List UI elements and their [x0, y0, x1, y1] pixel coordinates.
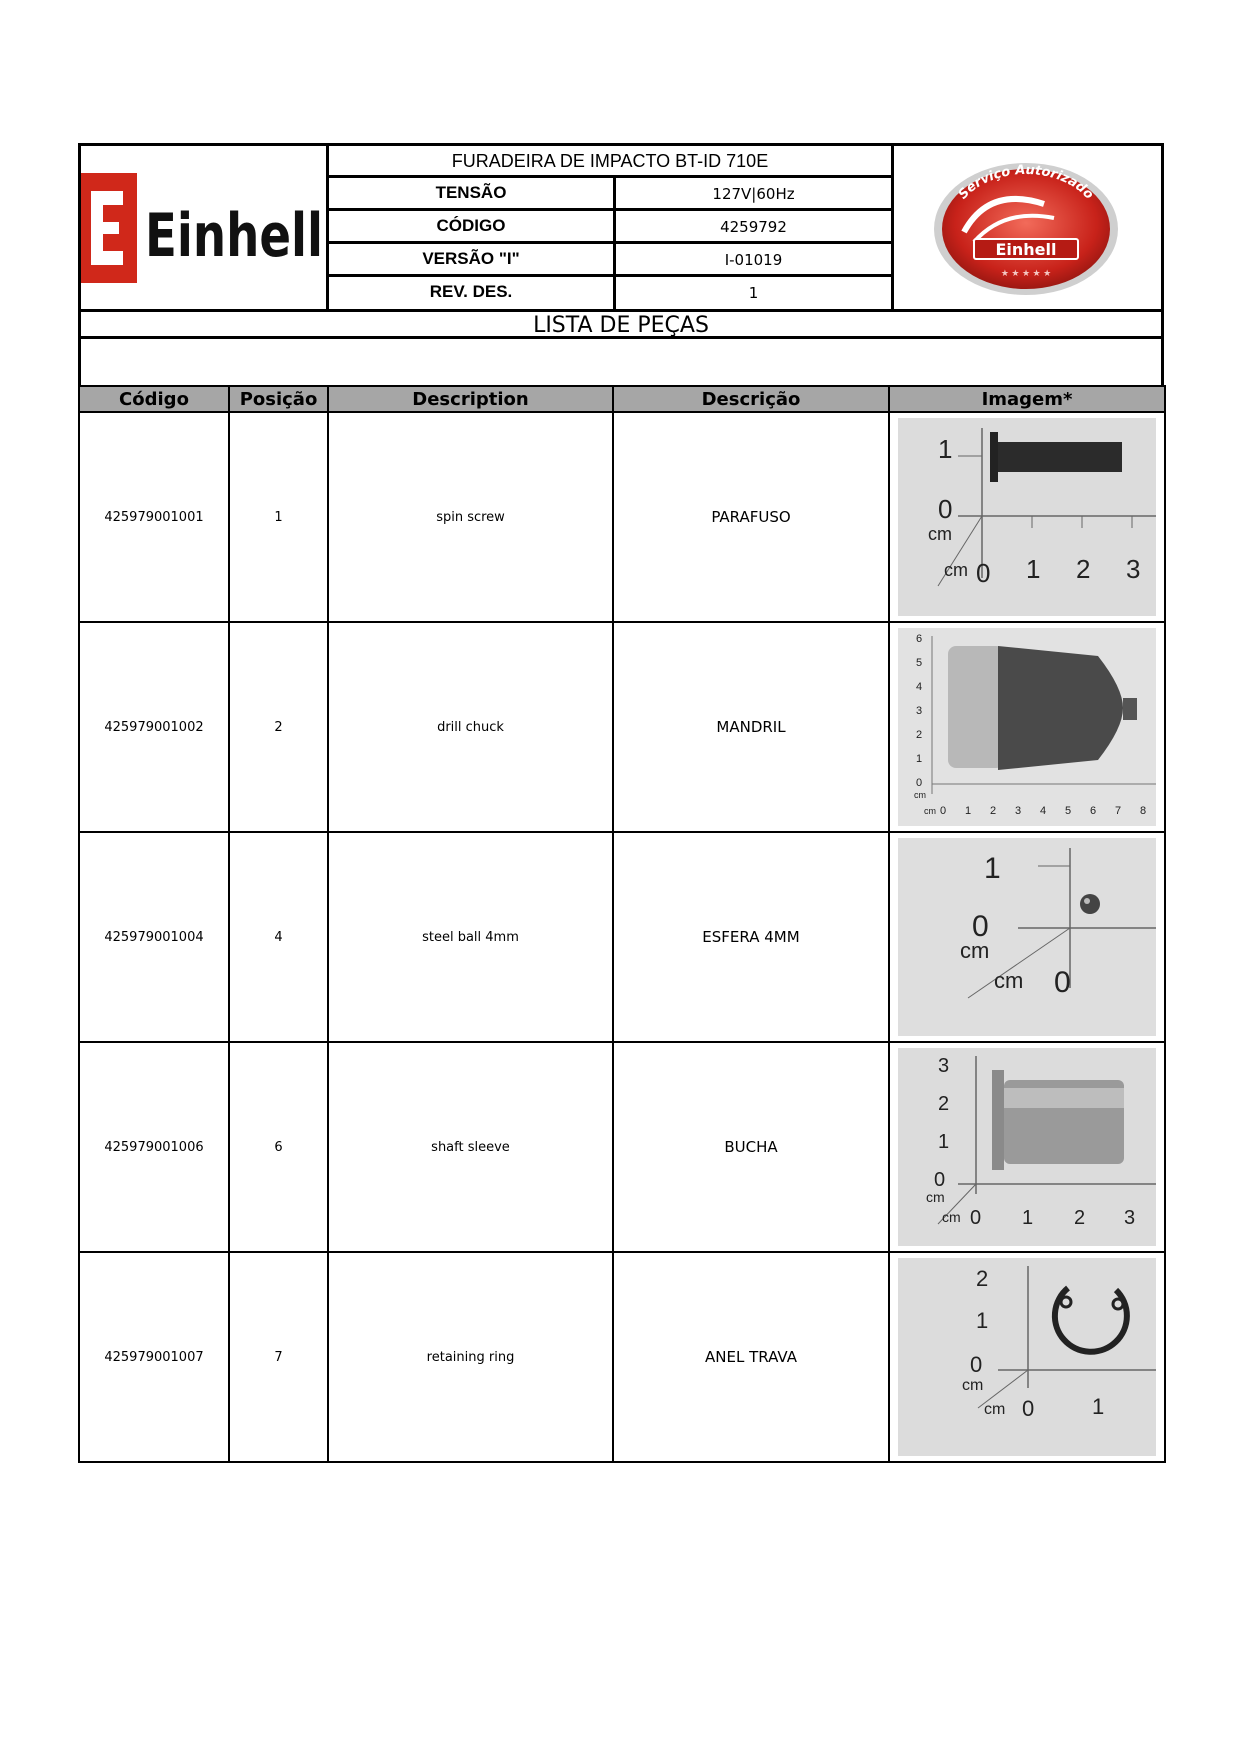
ball-photo-icon	[898, 838, 1156, 1036]
part-description-en: retaining ring	[328, 1252, 613, 1462]
table-row	[79, 832, 1165, 1042]
scale-x-label: 7	[1115, 805, 1122, 817]
scale-y-label: 3	[916, 705, 923, 717]
scale-y-label: 1	[916, 753, 923, 765]
part-position: 2	[229, 622, 328, 832]
scale-y-label: 6	[916, 633, 923, 645]
scale-x-label: 3	[1015, 805, 1022, 817]
spec-row-revdes	[329, 277, 891, 309]
scale-unit: cm	[926, 1189, 945, 1205]
part-description-pt: ESFERA 4MM	[613, 832, 889, 1042]
table-row	[79, 412, 1165, 622]
scale-unit: cm	[984, 1401, 1006, 1418]
part-image-cell	[889, 1042, 1165, 1252]
scale-y-label: 4	[916, 681, 923, 693]
scale-x-label: 0	[1022, 1396, 1035, 1421]
part-position: 7	[229, 1252, 328, 1462]
logo-wordmark: Einhell	[145, 201, 323, 271]
scale-y-label: 3	[938, 1055, 950, 1077]
scale-unit: cm	[928, 524, 952, 544]
scale-y-label: 0	[970, 1352, 983, 1377]
part-position: 1	[229, 412, 328, 622]
spec-block	[329, 146, 891, 309]
scale-y-label: 2	[938, 1093, 950, 1115]
chuck-photo-icon	[898, 628, 1156, 826]
sheet-header	[78, 143, 1164, 339]
part-code: 425979001004	[79, 832, 229, 1042]
authorized-service-seal-cell	[891, 146, 1161, 309]
spec-value: 1	[748, 284, 759, 302]
scale-y-label: 1	[984, 852, 1001, 885]
col-header-description-pt: Descrição	[613, 386, 889, 412]
scale-unit: cm	[942, 1209, 961, 1225]
part-image-cell	[889, 1252, 1165, 1462]
scale-unit: cm	[914, 790, 926, 800]
part-description-en: spin screw	[328, 412, 613, 622]
part-description-pt: BUCHA	[613, 1042, 889, 1252]
part-description-pt: PARAFUSO	[613, 412, 889, 622]
part-description-en: drill chuck	[328, 622, 613, 832]
einhell-logo	[81, 146, 326, 306]
scale-x-label: 6	[1090, 805, 1097, 817]
spec-value: 127V|60Hz	[712, 185, 795, 203]
scale-y-label: 0	[938, 494, 953, 524]
ring-photo-icon	[898, 1258, 1156, 1456]
seal-brand: Einhell	[995, 240, 1057, 259]
scale-x-label: 4	[1040, 805, 1047, 817]
scale-x-label: 0	[940, 805, 947, 817]
part-description-pt: MANDRIL	[613, 622, 889, 832]
parts-table	[78, 385, 1166, 1463]
spec-value: 4259792	[720, 218, 787, 236]
brand-logo-cell	[81, 146, 329, 309]
seal-stars-icon: ★ ★ ★ ★ ★	[1000, 268, 1052, 278]
part-image-cell	[889, 622, 1165, 832]
scale-y-label: 0	[972, 910, 989, 943]
scale-x-label: 3	[1124, 1207, 1136, 1229]
table-row	[79, 622, 1165, 832]
spec-label: CÓDIGO	[329, 211, 616, 241]
part-code: 425979001006	[79, 1042, 229, 1252]
table-row	[79, 1042, 1165, 1252]
spec-label: TENSÃO	[329, 178, 616, 208]
scale-x-label: 3	[1126, 554, 1141, 584]
scale-x-label: 1	[965, 805, 972, 817]
col-header-image: Imagem*	[889, 386, 1165, 412]
list-title: LISTA DE PEÇAS	[81, 309, 1161, 339]
scale-x-label: 2	[1074, 1207, 1086, 1229]
seal-arc-text: Serviço Autorizado	[955, 162, 1097, 203]
col-header-code: Código	[79, 386, 229, 412]
part-description-en: shaft sleeve	[328, 1042, 613, 1252]
scale-x-label: 1	[1092, 1394, 1105, 1419]
scale-x-label: 0	[976, 558, 991, 588]
scale-y-label: 1	[976, 1308, 989, 1333]
col-header-description-en: Description	[328, 386, 613, 412]
screw-photo-icon	[898, 418, 1156, 616]
part-description-en: steel ball 4mm	[328, 832, 613, 1042]
scale-unit: cm	[944, 560, 968, 580]
part-image-cell	[889, 412, 1165, 622]
part-description-pt: ANEL TRAVA	[613, 1252, 889, 1462]
scale-x-label: 2	[990, 805, 997, 817]
scale-y-label: 0	[916, 777, 923, 789]
spec-label: VERSÃO "I"	[329, 244, 616, 274]
scale-x-label: 1	[1026, 554, 1041, 584]
scale-y-label: 0	[934, 1169, 946, 1191]
spec-row-tensao	[329, 178, 891, 211]
scale-x-label: 5	[1065, 805, 1072, 817]
col-header-position: Posição	[229, 386, 328, 412]
part-code: 425979001007	[79, 1252, 229, 1462]
product-title: FURADEIRA DE IMPACTO BT-ID 710E	[329, 146, 891, 178]
spec-label: REV. DES.	[329, 277, 616, 309]
scale-x-label: 8	[1140, 805, 1147, 817]
table-row	[79, 1252, 1165, 1462]
part-code: 425979001001	[79, 412, 229, 622]
scale-y-label: 5	[916, 657, 923, 669]
scale-x-label: 0	[970, 1207, 982, 1229]
scale-y-label: 2	[916, 729, 923, 741]
scale-y-label: 1	[938, 1131, 950, 1153]
scale-y-label: 1	[938, 434, 953, 464]
spec-value: I-01019	[724, 251, 783, 269]
part-code: 425979001002	[79, 622, 229, 832]
spec-row-codigo	[329, 211, 891, 244]
scale-x-label: 1	[1022, 1207, 1034, 1229]
scale-unit: cm	[994, 968, 1024, 993]
spec-row-versao	[329, 244, 891, 277]
table-header-row	[79, 386, 1165, 412]
part-image-cell	[889, 832, 1165, 1042]
part-position: 4	[229, 832, 328, 1042]
parts-sheet	[78, 143, 1164, 1463]
part-position: 6	[229, 1042, 328, 1252]
spacer-row	[78, 339, 1164, 385]
scale-x-label: 2	[1076, 554, 1091, 584]
authorized-service-seal	[894, 146, 1158, 306]
sleeve-photo-icon	[898, 1048, 1156, 1246]
scale-y-label: 2	[976, 1266, 989, 1291]
scale-unit: cm	[924, 806, 936, 816]
scale-x-label: 0	[1054, 966, 1071, 999]
scale-unit: cm	[962, 1377, 984, 1394]
scale-unit: cm	[960, 938, 990, 963]
